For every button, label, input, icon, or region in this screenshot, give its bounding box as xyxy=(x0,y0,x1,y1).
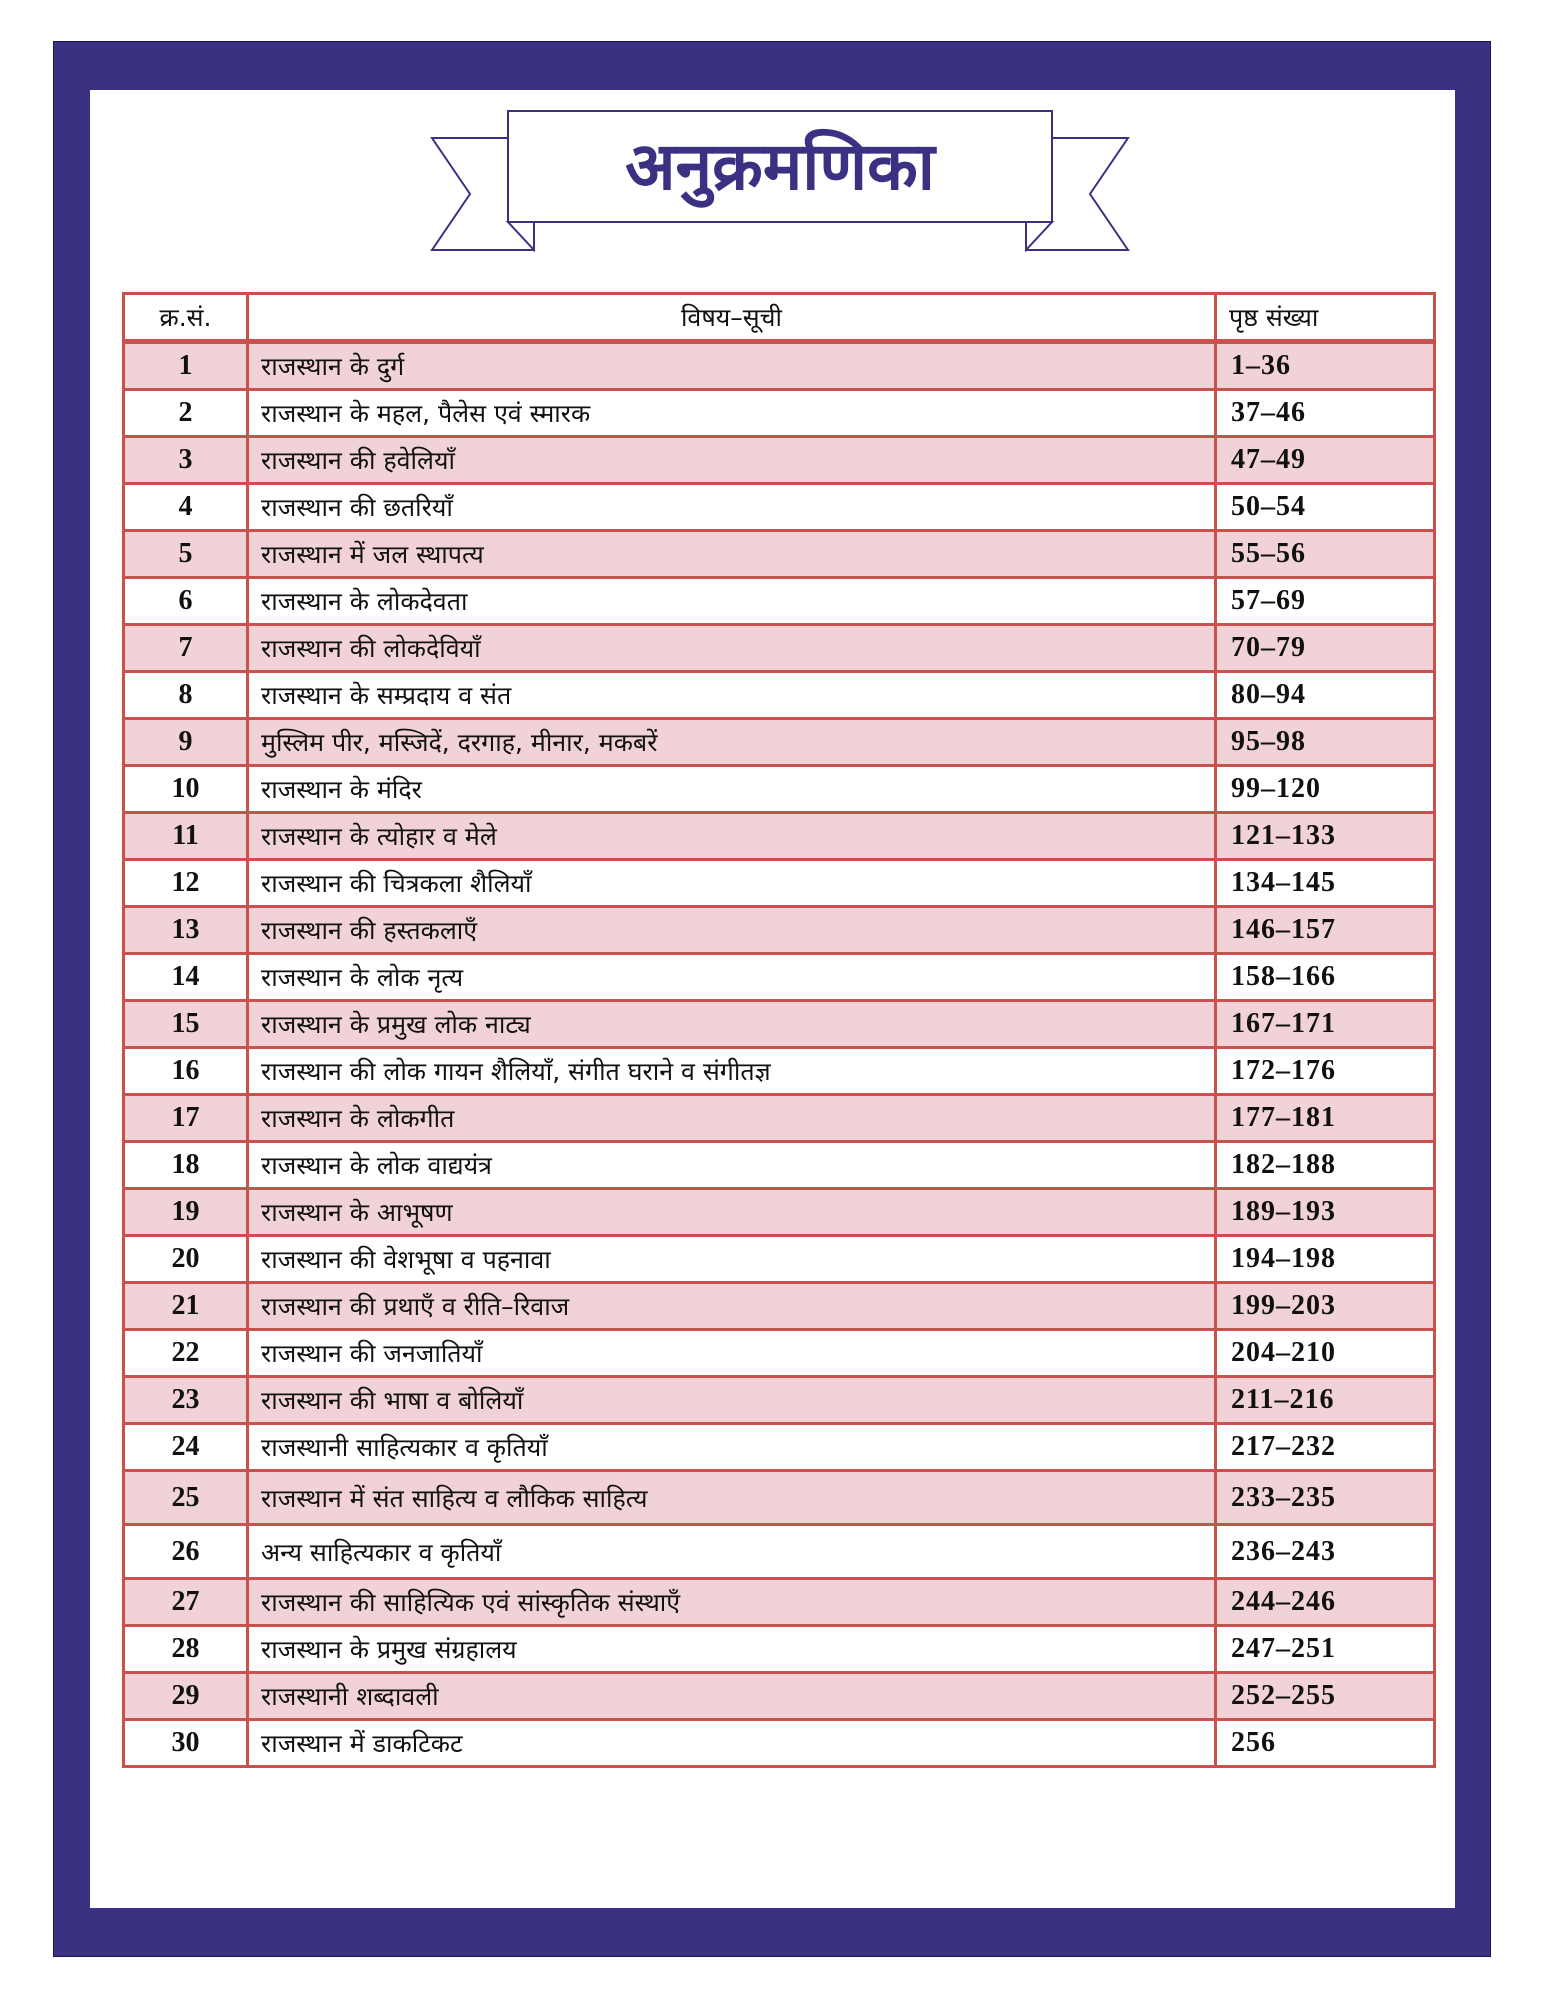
row-number: 1 xyxy=(124,342,248,390)
table-of-contents xyxy=(122,292,1436,1768)
row-topic: अन्य साहित्यकार व कृतियाँ xyxy=(248,1525,1216,1579)
row-pages: 189–193 xyxy=(1216,1189,1435,1236)
row-number: 27 xyxy=(124,1579,248,1626)
row-topic: राजस्थान की चित्रकला शैलियाँ xyxy=(248,860,1216,907)
row-topic: राजस्थान की साहित्यिक एवं सांस्कृतिक संस्थाएँ xyxy=(248,1579,1216,1626)
table-row xyxy=(124,437,1435,484)
row-pages: 55–56 xyxy=(1216,531,1435,578)
header-pages: पृष्ठ संख्या xyxy=(1216,294,1435,342)
row-topic: राजस्थान की लोक गायन शैलियाँ, संगीत घराने व संगीतज्ञ xyxy=(248,1048,1216,1095)
row-pages: 95–98 xyxy=(1216,719,1435,766)
row-topic: राजस्थान की वेशभूषा व पहनावा xyxy=(248,1236,1216,1283)
row-number: 10 xyxy=(124,766,248,813)
row-topic: मुस्लिम पीर, मस्जिदें, दरगाह, मीनार, मकबरें xyxy=(248,719,1216,766)
row-topic: राजस्थान के त्योहार व मेले xyxy=(248,813,1216,860)
row-topic: राजस्थानी शब्दावली xyxy=(248,1673,1216,1720)
row-pages: 244–246 xyxy=(1216,1579,1435,1626)
row-number: 28 xyxy=(124,1626,248,1673)
table-row xyxy=(124,1048,1435,1095)
table-row xyxy=(124,813,1435,860)
row-number: 5 xyxy=(124,531,248,578)
table-row xyxy=(124,390,1435,437)
row-number: 8 xyxy=(124,672,248,719)
row-pages: 47–49 xyxy=(1216,437,1435,484)
table-body xyxy=(124,342,1435,1767)
page-title: अनुक्रमणिका xyxy=(625,128,935,205)
row-pages: 247–251 xyxy=(1216,1626,1435,1673)
row-topic: राजस्थान के लोक नृत्य xyxy=(248,954,1216,1001)
row-topic: राजस्थान में संत साहित्य व लौकिक साहित्य xyxy=(248,1471,1216,1525)
row-pages: 182–188 xyxy=(1216,1142,1435,1189)
header-serial: क्र.सं. xyxy=(124,294,248,342)
table-row xyxy=(124,1471,1435,1525)
header-topic: विषय–सूची xyxy=(248,294,1216,342)
row-topic: राजस्थान के लोकगीत xyxy=(248,1095,1216,1142)
table-row xyxy=(124,1579,1435,1626)
table-row xyxy=(124,1283,1435,1330)
table-row xyxy=(124,578,1435,625)
row-pages: 199–203 xyxy=(1216,1283,1435,1330)
row-topic: राजस्थान में डाकटिकट xyxy=(248,1720,1216,1767)
row-topic: राजस्थान के महल, पैलेस एवं स्मारक xyxy=(248,390,1216,437)
row-pages: 134–145 xyxy=(1216,860,1435,907)
row-number: 19 xyxy=(124,1189,248,1236)
row-number: 25 xyxy=(124,1471,248,1525)
row-number: 9 xyxy=(124,719,248,766)
table-row xyxy=(124,1095,1435,1142)
row-topic: राजस्थान के प्रमुख संग्रहालय xyxy=(248,1626,1216,1673)
row-topic: राजस्थान की जनजातियाँ xyxy=(248,1330,1216,1377)
table-row xyxy=(124,1424,1435,1471)
table-row xyxy=(124,531,1435,578)
table-row xyxy=(124,1330,1435,1377)
row-topic: राजस्थान के सम्प्रदाय व संत xyxy=(248,672,1216,719)
row-number: 6 xyxy=(124,578,248,625)
row-pages: 37–46 xyxy=(1216,390,1435,437)
row-number: 15 xyxy=(124,1001,248,1048)
table-row xyxy=(124,1720,1435,1767)
row-topic: राजस्थान की प्रथाएँ व रीति–रिवाज xyxy=(248,1283,1216,1330)
table-row xyxy=(124,766,1435,813)
row-number: 21 xyxy=(124,1283,248,1330)
table-header-row xyxy=(124,294,1435,342)
table-row xyxy=(124,1525,1435,1579)
row-number: 24 xyxy=(124,1424,248,1471)
row-number: 17 xyxy=(124,1095,248,1142)
table-row xyxy=(124,719,1435,766)
table-row xyxy=(124,860,1435,907)
row-number: 2 xyxy=(124,390,248,437)
row-pages: 121–133 xyxy=(1216,813,1435,860)
row-number: 18 xyxy=(124,1142,248,1189)
row-topic: राजस्थान के आभूषण xyxy=(248,1189,1216,1236)
row-number: 12 xyxy=(124,860,248,907)
row-pages: 146–157 xyxy=(1216,907,1435,954)
table-row xyxy=(124,625,1435,672)
row-number: 23 xyxy=(124,1377,248,1424)
row-pages: 211–216 xyxy=(1216,1377,1435,1424)
row-number: 3 xyxy=(124,437,248,484)
row-topic: राजस्थान की लोकदेवियाँ xyxy=(248,625,1216,672)
row-topic: राजस्थान की छतरियाँ xyxy=(248,484,1216,531)
table-row xyxy=(124,1189,1435,1236)
row-pages: 252–255 xyxy=(1216,1673,1435,1720)
row-pages: 172–176 xyxy=(1216,1048,1435,1095)
row-number: 7 xyxy=(124,625,248,672)
row-pages: 57–69 xyxy=(1216,578,1435,625)
table-row xyxy=(124,907,1435,954)
row-pages: 177–181 xyxy=(1216,1095,1435,1142)
title-ribbon-banner xyxy=(420,100,1140,270)
row-number: 20 xyxy=(124,1236,248,1283)
row-topic: राजस्थान में जल स्थापत्य xyxy=(248,531,1216,578)
row-number: 16 xyxy=(124,1048,248,1095)
row-pages: 256 xyxy=(1216,1720,1435,1767)
row-topic: राजस्थान के मंदिर xyxy=(248,766,1216,813)
row-topic: राजस्थान के लोक वाद्ययंत्र xyxy=(248,1142,1216,1189)
table-row xyxy=(124,342,1435,390)
row-topic: राजस्थान के लोकदेवता xyxy=(248,578,1216,625)
table-row xyxy=(124,954,1435,1001)
row-topic: राजस्थानी साहित्यकार व कृतियाँ xyxy=(248,1424,1216,1471)
row-number: 4 xyxy=(124,484,248,531)
table-row xyxy=(124,1377,1435,1424)
row-number: 13 xyxy=(124,907,248,954)
row-pages: 80–94 xyxy=(1216,672,1435,719)
row-topic: राजस्थान के प्रमुख लोक नाट्य xyxy=(248,1001,1216,1048)
table-row xyxy=(124,1626,1435,1673)
row-pages: 99–120 xyxy=(1216,766,1435,813)
row-topic: राजस्थान की भाषा व बोलियाँ xyxy=(248,1377,1216,1424)
row-pages: 50–54 xyxy=(1216,484,1435,531)
row-number: 14 xyxy=(124,954,248,1001)
table-row xyxy=(124,1001,1435,1048)
table-row xyxy=(124,484,1435,531)
row-number: 22 xyxy=(124,1330,248,1377)
table-row xyxy=(124,1673,1435,1720)
row-topic: राजस्थान की हस्तकलाएँ xyxy=(248,907,1216,954)
row-number: 11 xyxy=(124,813,248,860)
row-number: 29 xyxy=(124,1673,248,1720)
table-row xyxy=(124,1142,1435,1189)
row-pages: 167–171 xyxy=(1216,1001,1435,1048)
row-pages: 1–36 xyxy=(1216,342,1435,390)
row-pages: 194–198 xyxy=(1216,1236,1435,1283)
table-row xyxy=(124,672,1435,719)
row-topic: राजस्थान के दुर्ग xyxy=(248,342,1216,390)
row-number: 30 xyxy=(124,1720,248,1767)
row-pages: 70–79 xyxy=(1216,625,1435,672)
row-pages: 204–210 xyxy=(1216,1330,1435,1377)
row-topic: राजस्थान की हवेलियाँ xyxy=(248,437,1216,484)
row-pages: 217–232 xyxy=(1216,1424,1435,1471)
row-pages: 233–235 xyxy=(1216,1471,1435,1525)
table-row xyxy=(124,1236,1435,1283)
row-number: 26 xyxy=(124,1525,248,1579)
row-pages: 158–166 xyxy=(1216,954,1435,1001)
row-pages: 236–243 xyxy=(1216,1525,1435,1579)
